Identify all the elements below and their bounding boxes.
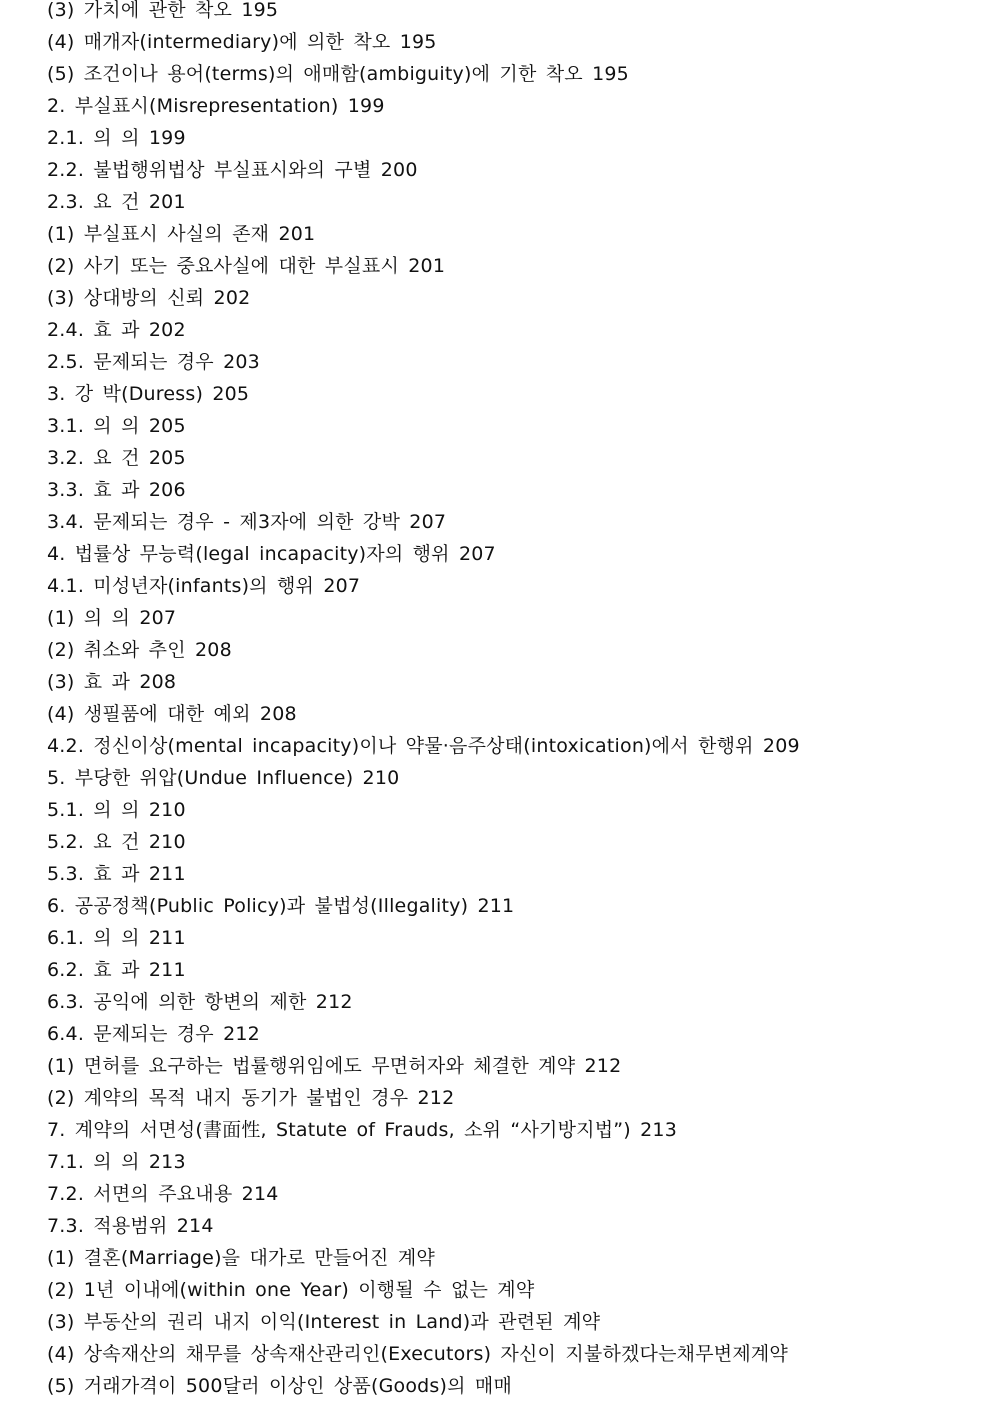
toc-entry: 3. 강 박(Duress) 205 xyxy=(47,383,250,405)
toc-entry: (5) 거래가격이 500달러 이상인 상품(Goods)의 매매 xyxy=(47,1375,513,1397)
table-of-contents xyxy=(47,0,977,1402)
toc-entry: 2.4. 효 과 202 xyxy=(47,319,186,341)
toc-entry: 2.1. 의 의 199 xyxy=(47,127,186,149)
toc-entry: 4.2. 정신이상(mental incapacity)이나 약물·음주상태(intoxication)에서 한행위 209 xyxy=(47,735,800,757)
toc-entry: (2) 계약의 목적 내지 동기가 불법인 경우 212 xyxy=(47,1087,455,1109)
toc-entry: 6.3. 공익에 의한 항변의 제한 212 xyxy=(47,991,353,1013)
toc-entry: (3) 가치에 관한 착오 195 xyxy=(47,0,279,21)
toc-entry: 6.4. 문제되는 경우 212 xyxy=(47,1023,260,1045)
toc-entry: 6.2. 효 과 211 xyxy=(47,959,186,981)
toc-entry: (1) 결혼(Marriage)을 대가로 만들어진 계약 xyxy=(47,1247,435,1269)
toc-entry: 3.1. 의 의 205 xyxy=(47,415,186,437)
toc-entry: 5.2. 요 건 210 xyxy=(47,831,186,853)
toc-entry: 7.1. 의 의 213 xyxy=(47,1151,186,1173)
toc-entry: 2.5. 문제되는 경우 203 xyxy=(47,351,260,373)
toc-entry: (2) 사기 또는 중요사실에 대한 부실표시 201 xyxy=(47,255,446,277)
toc-entry: 2.2. 불법행위법상 부실표시와의 구별 200 xyxy=(47,159,418,181)
toc-entry: (4) 상속재산의 채무를 상속재산관리인(Executors) 자신이 지불하겠다는채무변제계약 xyxy=(47,1343,788,1365)
toc-entry: 5. 부당한 위압(Undue Influence) 210 xyxy=(47,767,400,789)
toc-entry: 4.1. 미성년자(infants)의 행위 207 xyxy=(47,575,361,597)
toc-entry: 3.4. 문제되는 경우 - 제3자에 의한 강박 207 xyxy=(47,511,447,533)
toc-entry: 6.1. 의 의 211 xyxy=(47,927,186,949)
toc-entry: 5.1. 의 의 210 xyxy=(47,799,186,821)
toc-entry: (1) 부실표시 사실의 존재 201 xyxy=(47,223,316,245)
toc-entry: (2) 1년 이내에(within one Year) 이행될 수 없는 계약 xyxy=(47,1279,535,1301)
toc-entry: 7.2. 서면의 주요내용 214 xyxy=(47,1183,279,1205)
toc-entry: (1) 면허를 요구하는 법률행위임에도 무면허자와 체결한 계약 212 xyxy=(47,1055,622,1077)
toc-entry: (4) 생필품에 대한 예외 208 xyxy=(47,703,297,725)
toc-entry: 3.2. 요 건 205 xyxy=(47,447,186,469)
toc-entry: 5.3. 효 과 211 xyxy=(47,863,186,885)
toc-entry: 2.3. 요 건 201 xyxy=(47,191,186,213)
toc-entry: (5) 조건이나 용어(terms)의 애매함(ambiguity)에 기한 착오 195 xyxy=(47,63,629,85)
toc-entry: 2. 부실표시(Misrepresentation) 199 xyxy=(47,95,385,117)
toc-entry: (1) 의 의 207 xyxy=(47,607,177,629)
toc-entry: (2) 취소와 추인 208 xyxy=(47,639,232,661)
toc-entry: 7.3. 적용범위 214 xyxy=(47,1215,214,1237)
toc-entry: 7. 계약의 서면성(書面性, Statute of Frauds, 소위 “사기방지법”) 213 xyxy=(47,1119,678,1141)
toc-entry: 3.3. 효 과 206 xyxy=(47,479,186,501)
toc-entry: 6. 공공정책(Public Policy)과 불법성(Illegality) 211 xyxy=(47,895,515,917)
toc-entry: (3) 부동산의 권리 내지 이익(Interest in Land)과 관련된 계약 xyxy=(47,1311,601,1333)
toc-entry: (3) 상대방의 신뢰 202 xyxy=(47,287,251,309)
toc-entry: 4. 법률상 무능력(legal incapacity)자의 행위 207 xyxy=(47,543,496,565)
toc-entry: (4) 매개자(intermediary)에 의한 착오 195 xyxy=(47,31,437,53)
toc-entry: (3) 효 과 208 xyxy=(47,671,177,693)
